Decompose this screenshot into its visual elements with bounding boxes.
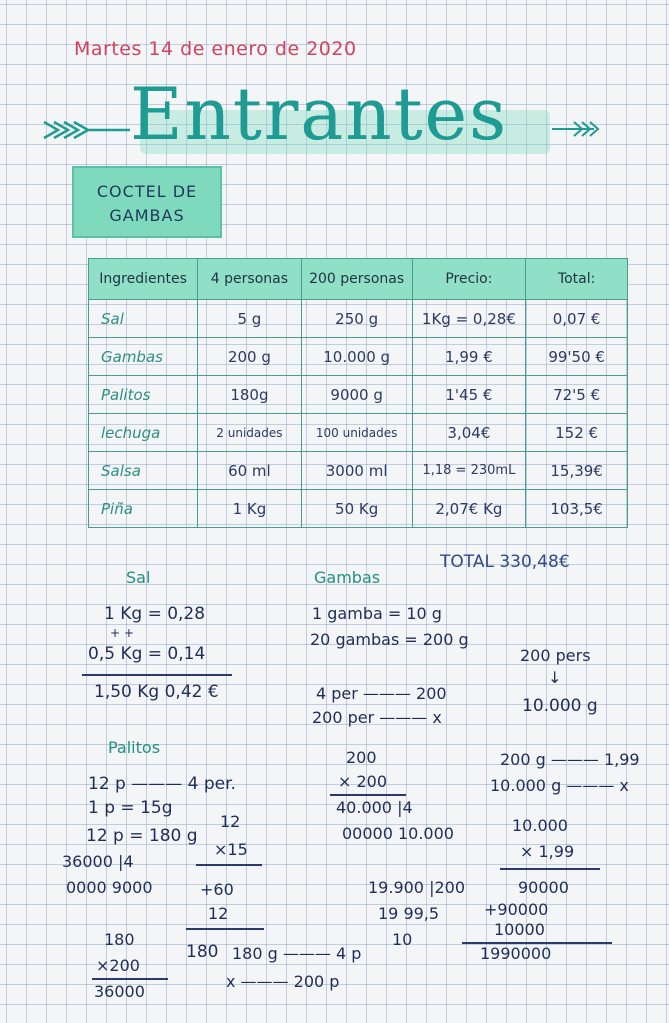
table-cell: 9000 g [301,376,412,414]
table-cell: 1'45 € [412,376,526,414]
table-row [89,414,628,452]
palitos-rule-a: 180 g ——— 4 p [232,944,362,963]
palitos-m2-c: 36000 [94,982,145,1001]
table-cell: 200 g [198,338,302,376]
palitos-line-2: 1 p = 15g [88,798,173,818]
palitos-mul-a: 12 [220,812,241,831]
column-header: 4 personas [198,259,302,300]
table-cell: 2,07€ Kg [412,490,526,528]
sal-line-2: 0,5 Kg = 0,14 [88,644,206,664]
grand-total: TOTAL 330,48€ [440,552,570,572]
table-cell: 1Kg = 0,28€ [412,300,526,338]
column-header: Total: [526,259,628,300]
palitos-m2-b: ×200 [96,956,140,975]
table-row [89,452,628,490]
table-cell: 5 g [198,300,302,338]
date: Martes 14 de enero de 2020 [74,38,357,60]
table-cell: 15,39€ [526,452,628,490]
left-arrow-decoration [40,110,130,150]
gambas-mult-d: 00000 10.000 [342,824,454,843]
table-header-row [89,259,628,300]
sal-plus-signs: + + [110,626,134,640]
gambas-prod-rule [500,868,600,870]
ingredient-name: Salsa [89,452,198,490]
table-cell: 50 Kg [301,490,412,528]
palitos-mul-b: ×15 [214,840,248,859]
table-cell: 180g [198,376,302,414]
gambas-prod-f: 1990000 [480,944,552,963]
section-label: COCTEL DE GAMBAS [96,182,198,225]
table-cell: 1 Kg [198,490,302,528]
palitos-line-1: 12 p ——— 4 per. [88,774,236,794]
gambas-div-a: 19.900 |200 [368,878,465,897]
gambas-prod-b: × 1,99 [520,842,575,861]
table-cell: 152 € [526,414,628,452]
ingredient-name: lechuga [89,414,198,452]
gambas-rule-a: 200 g ——— 1,99 [500,750,640,769]
table-cell: 1,99 € [412,338,526,376]
sal-line-3: 1,50 Kg 0,42 € [94,682,219,702]
palitos-m2-a: 180 [104,930,135,949]
table-row [89,338,628,376]
table-cell: 60 ml [198,452,302,490]
gambas-prod-d: +90000 [484,900,549,919]
sal-heading: Sal [126,568,151,587]
ingredient-name: Gambas [89,338,198,376]
table-cell: 100 unidades [301,414,412,452]
gambas-rule-b: 10.000 g ——— x [490,776,629,795]
palitos-mul-rule [196,864,262,866]
palitos-div-a: 36000 |4 [62,852,134,871]
gambas-prod-c: 90000 [518,878,569,897]
gambas-line-4: 200 per ——— x [312,708,442,727]
table-cell: 10.000 g [301,338,412,376]
gambas-side-1: 200 pers [520,646,591,665]
down-arrow-icon: ↓ [548,668,562,687]
sal-line-1: 1 Kg = 0,28 [104,604,206,624]
column-header: Precio: [412,259,526,300]
palitos-mul-rule-2 [186,928,264,930]
palitos-div-b: 0000 9000 [66,878,153,897]
page-title: Entrantes [130,72,509,156]
table-cell: 250 g [301,300,412,338]
gambas-div-b: 19 99,5 [378,904,440,923]
table-row [89,300,628,338]
table-cell: 99'50 € [526,338,628,376]
table-cell: 3,04€ [412,414,526,452]
gambas-mult-c: 40.000 |4 [336,798,413,817]
table-cell: 1,18 = 230mL [412,452,526,490]
palitos-m2-rule [92,978,168,980]
table-row [89,376,628,414]
ingredient-name: Palitos [89,376,198,414]
gambas-div-c: 10 [392,930,413,949]
table-cell: 0,07 € [526,300,628,338]
palitos-mul-c: +60 [200,880,234,899]
palitos-heading: Palitos [108,738,161,757]
right-arrow-decoration [552,114,602,144]
gambas-line-1: 1 gamba = 10 g [312,604,442,623]
gambas-line-2: 20 gambas = 200 g [310,630,469,649]
table-cell: 103,5€ [526,490,628,528]
ingredient-name: Sal [89,300,198,338]
gambas-line-3: 4 per ——— 200 [316,684,447,703]
gambas-prod-a: 10.000 [512,816,568,835]
column-header: 200 personas [301,259,412,300]
column-header: Ingredientes [89,259,198,300]
palitos-line-3: 12 p = 180 g [86,826,198,846]
gambas-mult-rule [330,794,406,796]
palitos-mul-e: 180 [186,942,219,962]
palitos-rule-b: x ——— 200 p [226,972,340,991]
gambas-side-2: 10.000 g [522,696,598,716]
gambas-prod-e: 10000 [494,920,545,939]
table-cell: 72'5 € [526,376,628,414]
ingredient-name: Piña [89,490,198,528]
table-cell: 3000 ml [301,452,412,490]
table-row [89,490,628,528]
palitos-mul-d: 12 [208,904,229,923]
sal-sum-rule [82,674,232,676]
gambas-mult-b: × 200 [338,772,388,791]
gambas-mult-a: 200 [346,748,377,767]
ingredients-table [88,258,628,528]
gambas-heading: Gambas [314,568,381,587]
table-cell: 2 unidades [198,414,302,452]
